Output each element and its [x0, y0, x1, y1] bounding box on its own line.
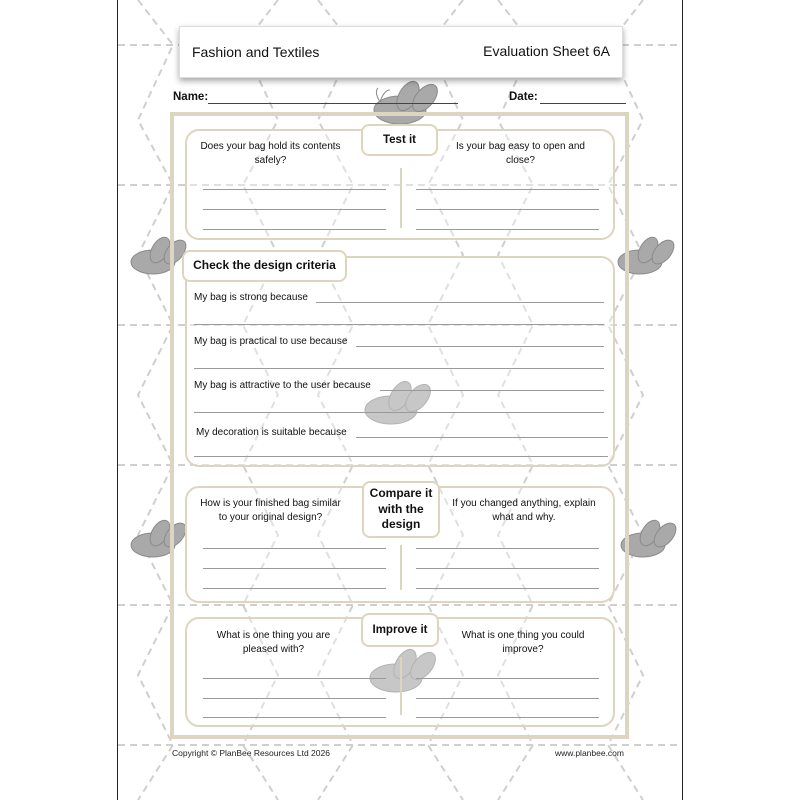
section-divider	[400, 545, 402, 590]
date-field[interactable]	[540, 103, 626, 104]
compare-label: Compare it with the design	[362, 481, 440, 538]
answer-line[interactable]	[203, 568, 386, 569]
answer-line[interactable]	[356, 437, 608, 438]
improve-label: Improve it	[361, 613, 439, 647]
test-question-left: Does your bag hold its contents safely?	[200, 141, 341, 166]
criteria-item: My bag is practical to use because	[194, 336, 348, 347]
criteria-item: My decoration is suitable because	[196, 427, 347, 438]
answer-line[interactable]	[203, 548, 386, 549]
compare-question-left: How is your finished bag similar to your original design?	[200, 498, 341, 523]
compare-question-right: If you changed anything, explain what and why.	[452, 498, 596, 523]
answer-line[interactable]	[194, 324, 604, 325]
test-it-label: Test it	[361, 124, 438, 156]
answer-line[interactable]	[416, 548, 599, 549]
criteria-label: Check the design criteria	[182, 250, 347, 282]
website-link[interactable]: www.planbee.com	[555, 748, 624, 758]
answer-line[interactable]	[203, 189, 386, 190]
improve-question-right: What is one thing you could improve?	[461, 630, 585, 655]
date-label: Date:	[509, 91, 538, 103]
section-divider	[400, 168, 402, 228]
answer-line[interactable]	[416, 588, 599, 589]
answer-line[interactable]	[416, 698, 599, 699]
worksheet-page	[117, 0, 683, 800]
improve-question-left: What is one thing you are pleased with?	[216, 630, 331, 655]
answer-line[interactable]	[416, 189, 599, 190]
sheet-title: Evaluation Sheet 6A	[483, 43, 610, 59]
name-field[interactable]	[208, 103, 458, 104]
answer-line[interactable]	[416, 678, 599, 679]
answer-line[interactable]	[203, 717, 386, 718]
criteria-item: My bag is strong because	[194, 292, 308, 303]
answer-line[interactable]	[203, 678, 386, 679]
subject-title: Fashion and Textiles	[192, 44, 320, 60]
answer-line[interactable]	[203, 229, 386, 230]
answer-line[interactable]	[203, 209, 386, 210]
answer-line[interactable]	[194, 456, 608, 457]
bee-icon	[621, 517, 680, 557]
criteria-item: My bag is attractive to the user because	[194, 380, 371, 391]
name-label: Name:	[173, 91, 209, 103]
answer-line[interactable]	[316, 302, 604, 303]
answer-line[interactable]	[416, 568, 599, 569]
answer-line[interactable]	[356, 346, 604, 347]
test-question-right: Is your bag easy to open and close?	[456, 141, 585, 166]
answer-line[interactable]	[194, 368, 604, 369]
answer-line[interactable]	[194, 412, 604, 413]
title-banner	[179, 26, 623, 78]
answer-line[interactable]	[203, 698, 386, 699]
answer-line[interactable]	[416, 209, 599, 210]
answer-line[interactable]	[416, 229, 599, 230]
answer-line[interactable]	[203, 588, 386, 589]
answer-line[interactable]	[416, 717, 599, 718]
copyright-text: Copyright © PlanBee Resources Ltd 2026	[172, 748, 330, 758]
answer-line[interactable]	[380, 390, 604, 391]
section-divider	[400, 657, 402, 715]
